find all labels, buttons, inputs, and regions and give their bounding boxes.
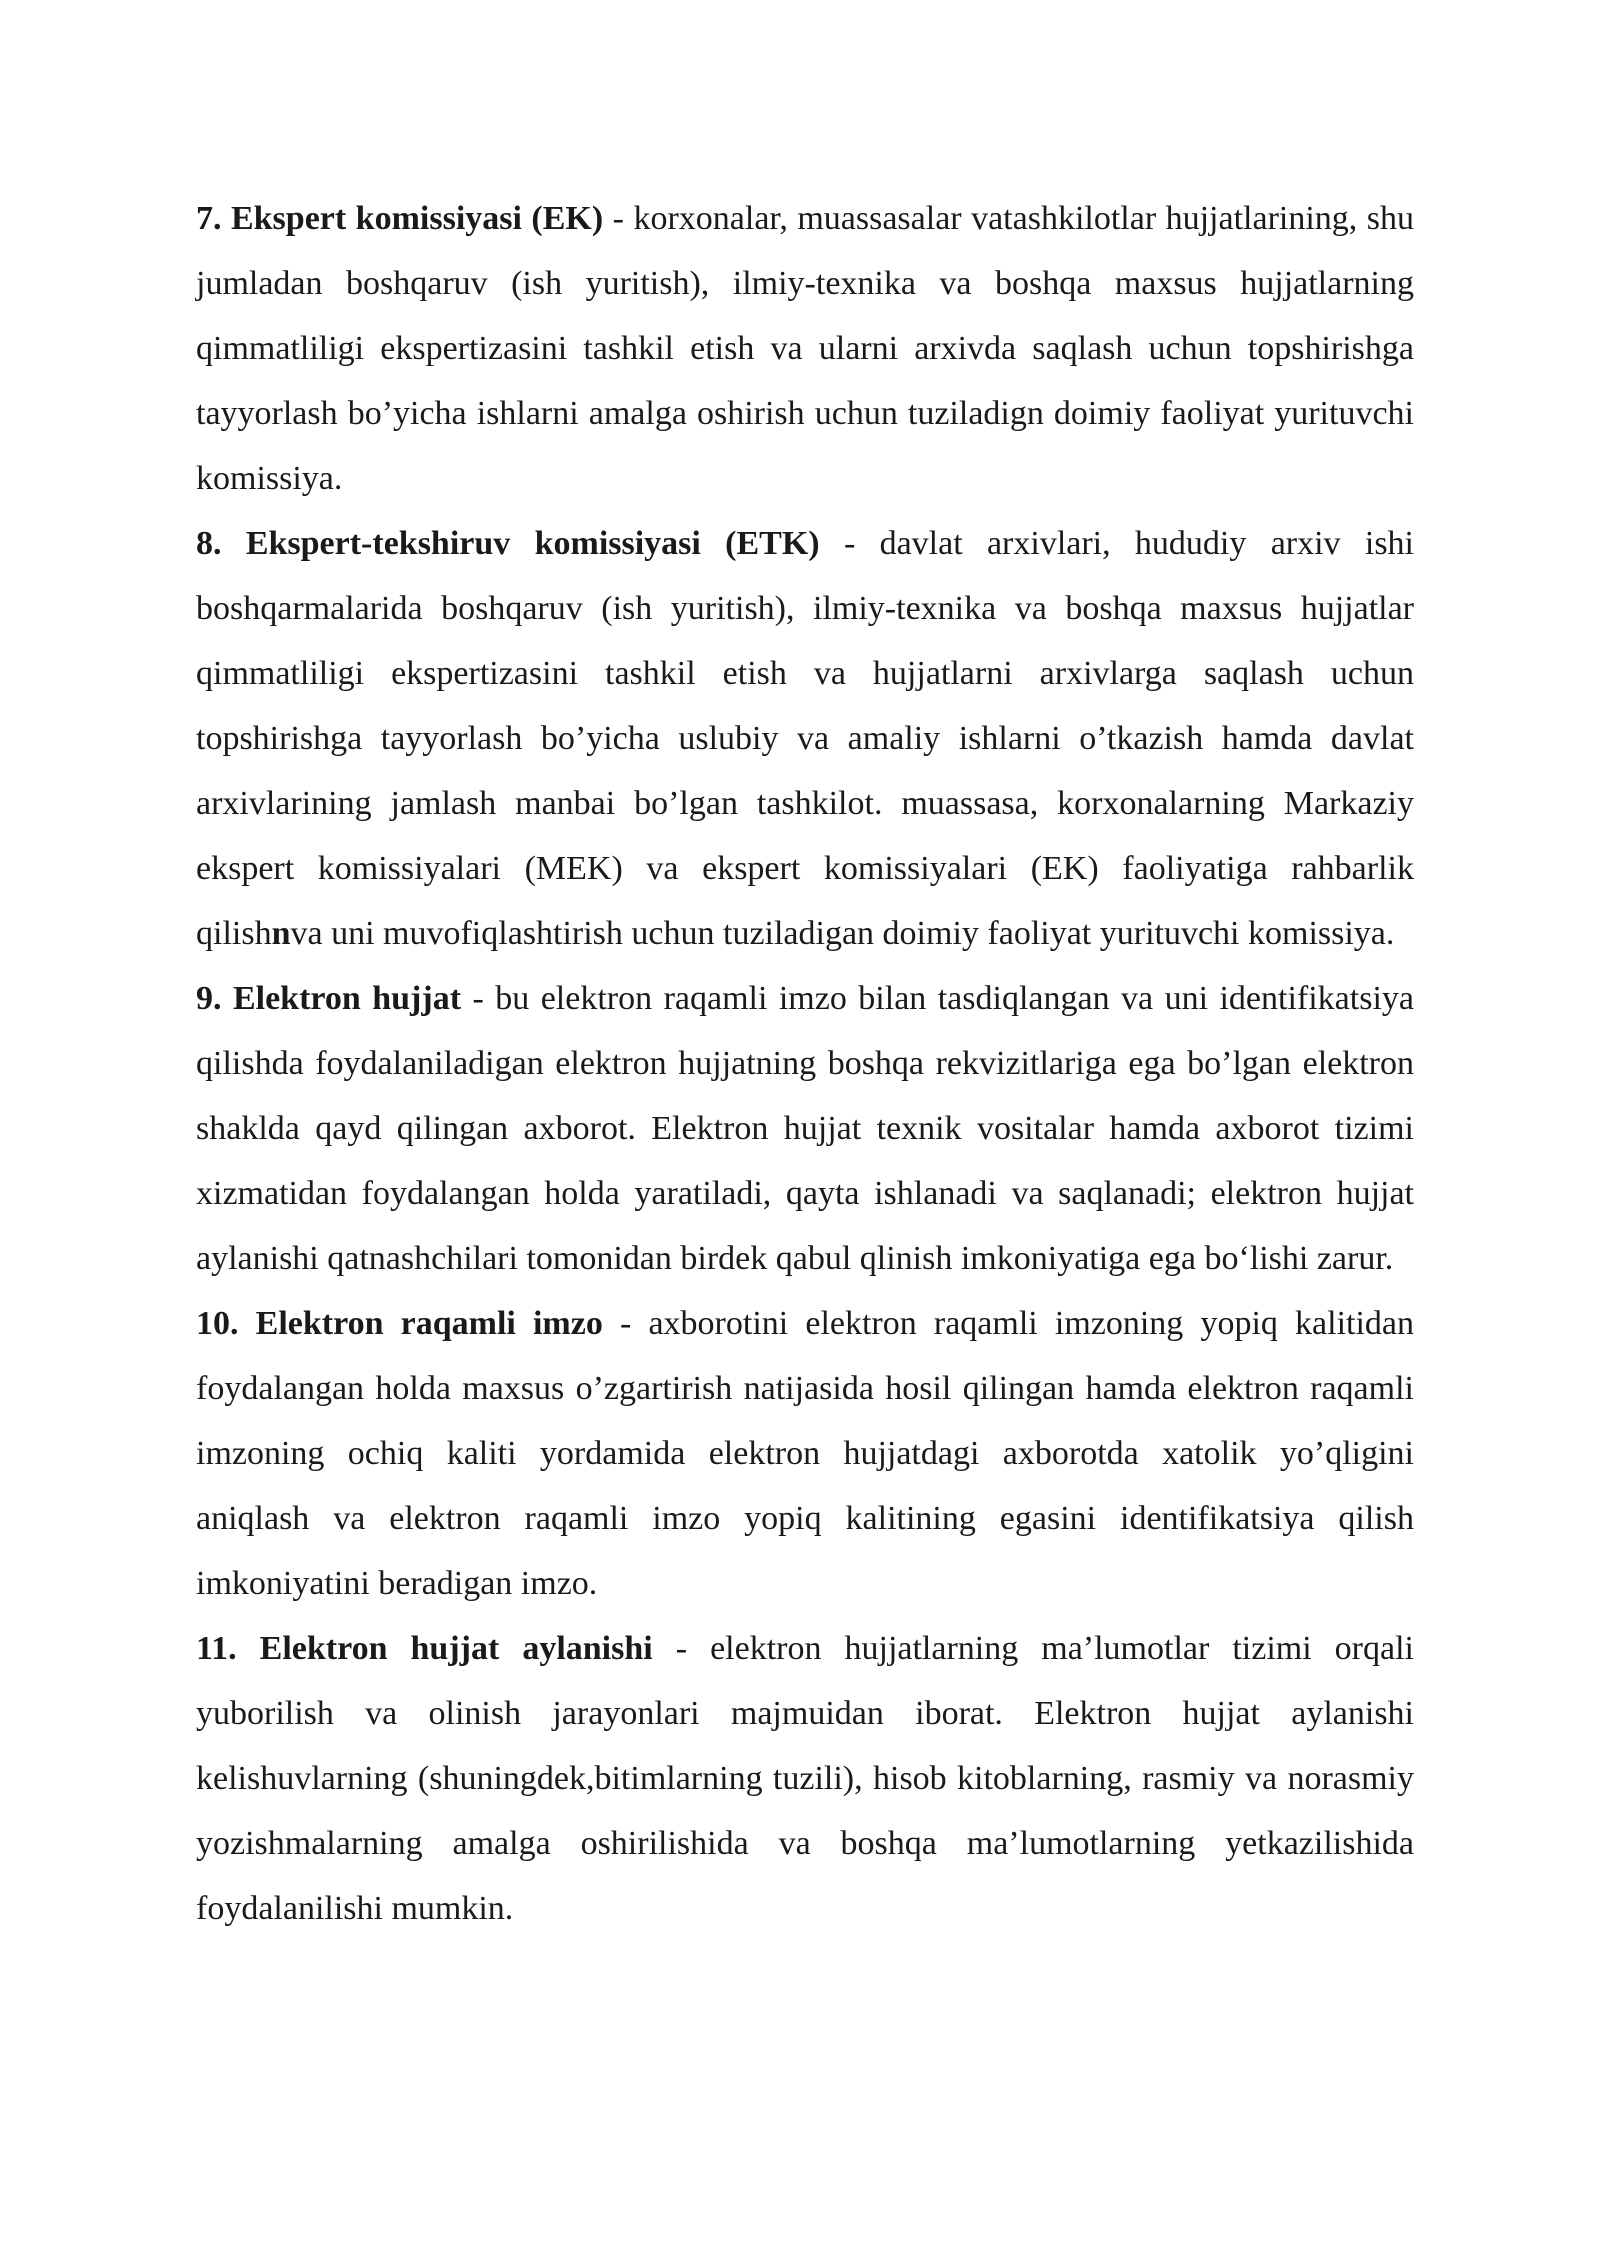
glossary-entry-8 (196, 511, 1414, 966)
entry-definition: - korxonalar, muassasalar vatashkilotlar hujjatlarining, shu jumladan boshqaruv (ish yuritish), ilmiy-texnika va boshqa maxsus hujjatlarning qimmatliligi ekspertizasini tashkil etish va ularni arxivda saqlash uchun topshirishga tayyorlash bo’yicha ishlarni amalga oshirish uchun tuziladign doimiy faoliyat yurituvchi komissiya. (196, 200, 1414, 497)
glossary-entry-7 (196, 186, 1414, 511)
entry-term: 8. Ekspert-tekshiruv komissiyasi (ETK) (196, 525, 820, 562)
entry-term: 11. Elektron hujjat aylanishi (196, 1630, 653, 1667)
entry-definition: - bu elektron raqamli imzo bilan tasdiqlangan va uni identifikatsiya qilishda foydalaniladigan elektron hujjatning boshqa rekvizitlariga ega bo’lgan elektron shaklda qayd qilingan axborot. Elektron hujjat texnik vositalar hamda axborot tizimi xizmatidan foydalangan holda yaratiladi, qayta ishlanadi va saqlanadi; elektron hujjat aylanishi qatnashchilari tomonidan birdek qabul qlinish imkoniyatiga ega bo‘lishi zarur. (196, 980, 1414, 1277)
document-page (196, 186, 1414, 1941)
glossary-entry-9 (196, 966, 1414, 1291)
entry-term: 10. Elektron raqamli imzo (196, 1305, 603, 1342)
glossary-entry-10 (196, 1291, 1414, 1616)
entry-definition: - elektron hujjatlarning ma’lumotlar tizimi orqali yuborilish va olinish jarayonlari majmuidan iborat. Elektron hujjat aylanishi kelishuvlarning (shuningdek,bitimlarning tuzili), hisob kitoblarning, rasmiy va norasmiy yozishmalarning amalga oshirilishida va boshqa ma’lumotlarning yetkazilishida foydalanilishi mumkin. (196, 1630, 1414, 1927)
entry-term: 9. Elektron hujjat (196, 980, 462, 1017)
entry-definition-continued: va uni muvofiqlashtirish uchun tuziladigan doimiy faoliyat yurituvchi komissiya. (290, 915, 1395, 952)
glossary-entry-11 (196, 1616, 1414, 1941)
entry-term: 7. Ekspert komissiyasi (EK) (196, 200, 604, 237)
entry-definition-bold-letter: n (271, 915, 291, 952)
entry-definition: - davlat arxivlari, hududiy arxiv ishi boshqarmalarida boshqaruv (ish yuritish), ilmiy-texnika va boshqa maxsus hujjatlar qimmatliligi ekspertizasini tashkil etish va hujjatlarni arxivlarga saqlash uchun topshirishga tayyorlash bo’yicha uslubiy va amaliy ishlarni o’tkazish hamda davlat arxivlarining jamlash manbai bo’lgan tashkilot. muassasa, korxonalarning Markaziy ekspert komissiyalari (MEK) va ekspert komissiyalari (EK) faoliyatiga rahbarlik qilish (196, 525, 1414, 952)
entry-definition: - axborotini elektron raqamli imzoning yopiq kalitidan foydalangan holda maxsus o’zgartirish natijasida hosil qilingan hamda elektron raqamli imzoning ochiq kaliti yordamida elektron hujjatdagi axborotda xatolik yo’qligini aniqlash va elektron raqamli imzo yopiq kalitining egasini identifikatsiya qilish imkoniyatini beradigan imzo. (196, 1305, 1415, 1602)
